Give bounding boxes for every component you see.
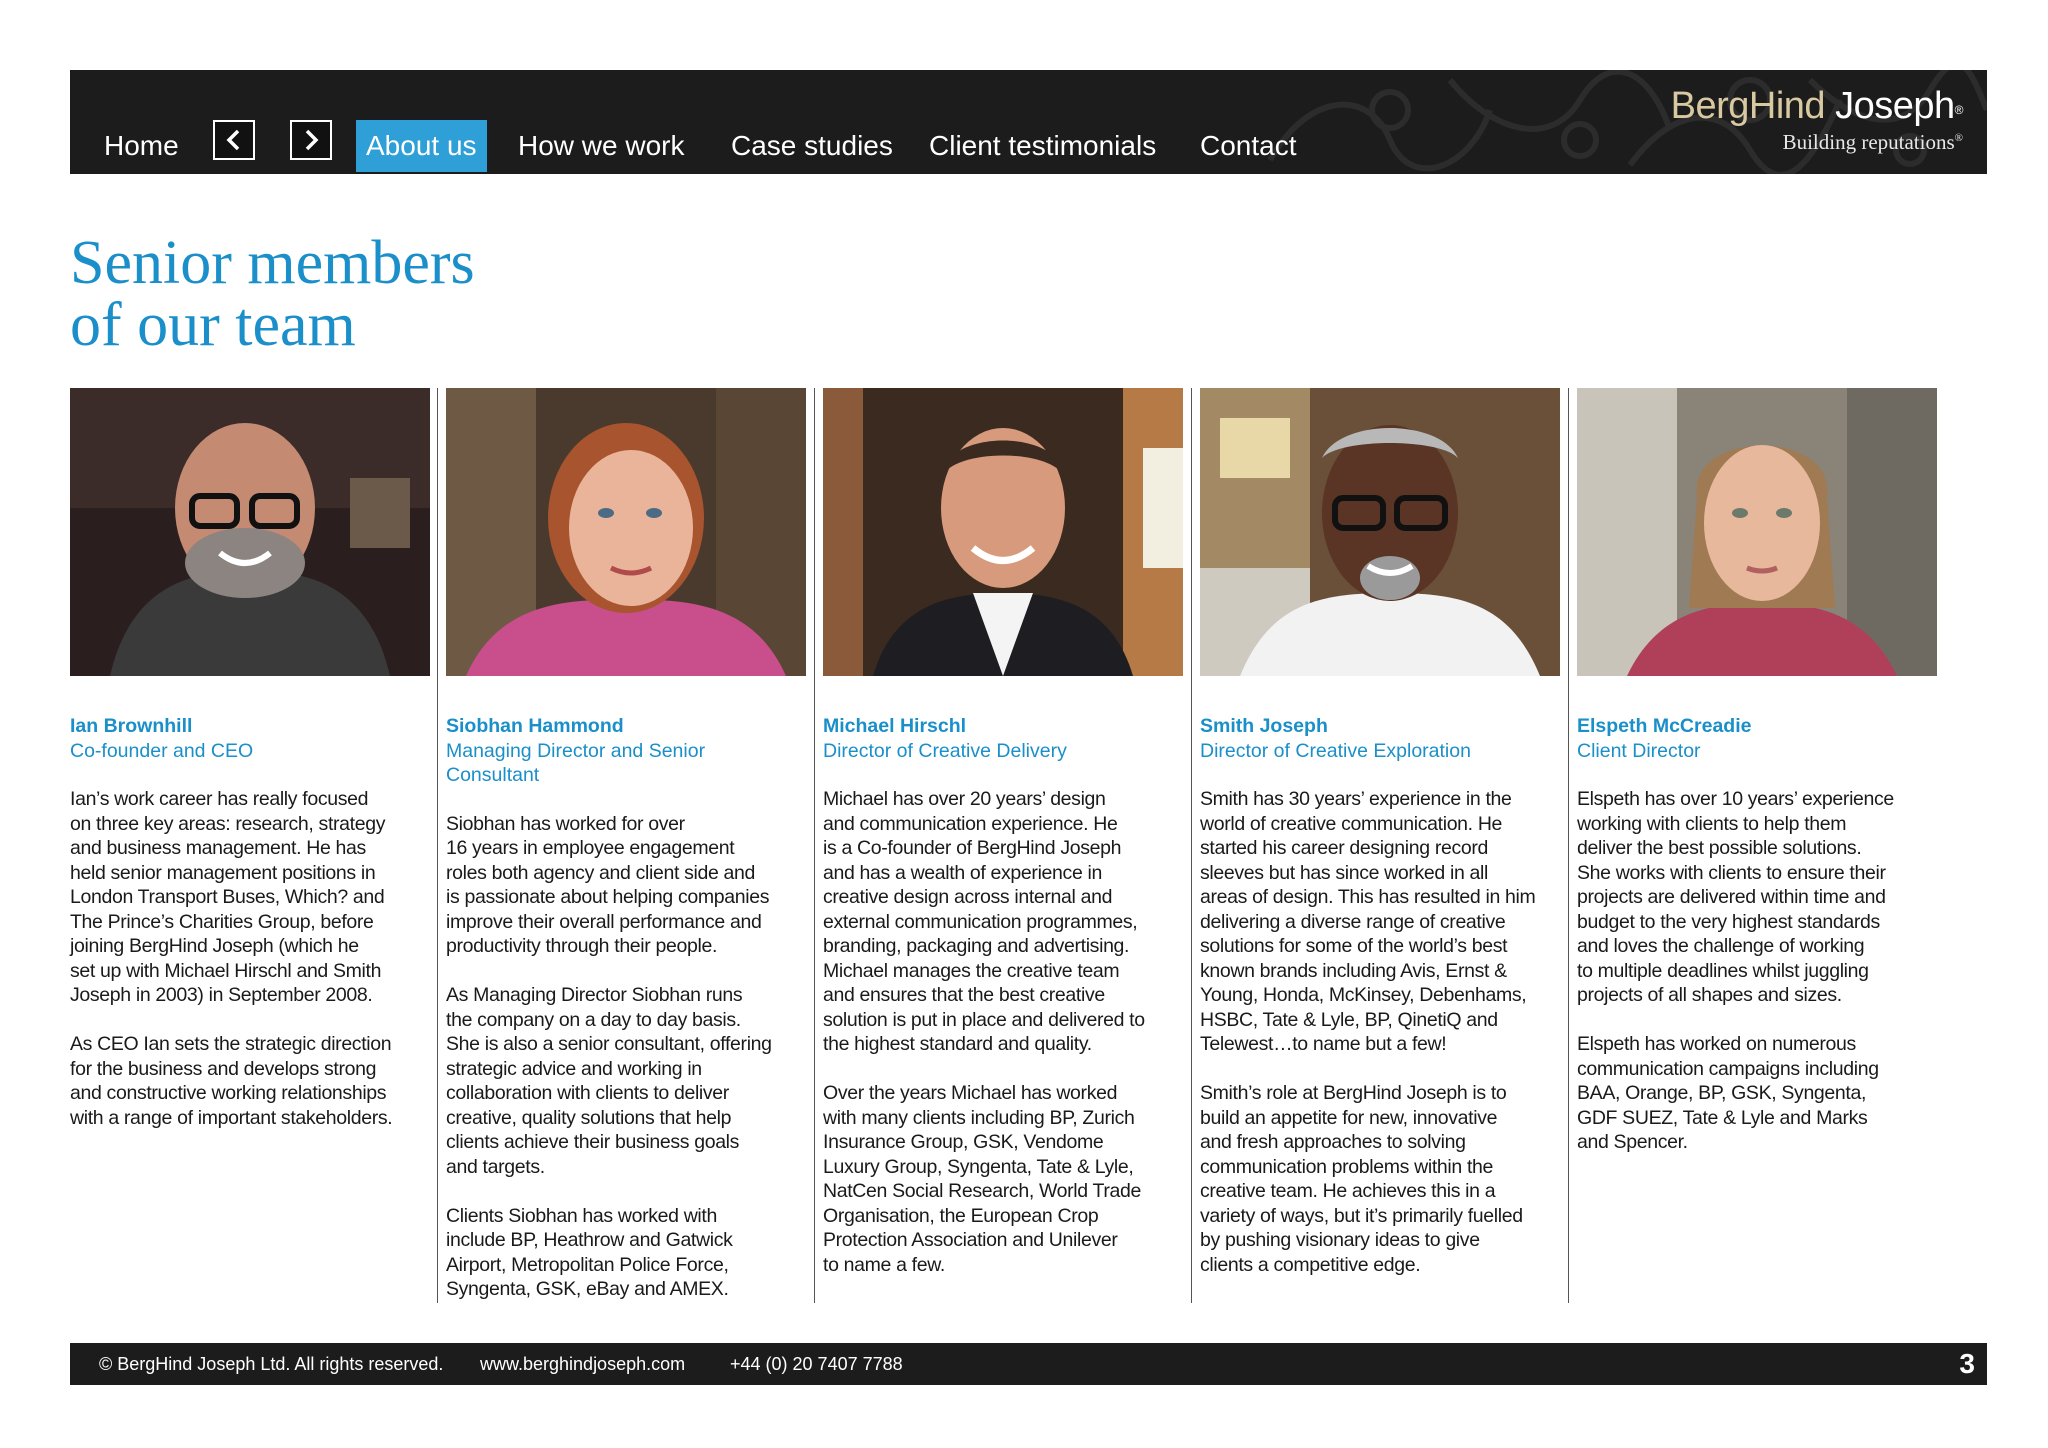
member-bio: Elspeth has over 10 years’ experience working with clients to help them deliver the best possible solutions. She works with clients to ensure their projects are delivered within time and budget to the very highest standards and loves the challenge of working to multiple deadlines whilst juggling projects of all shapes and sizes. Elspeth has worked on numerous communication campaigns including BAA, Orange, BP, GSK, Syngenta, GDF SUEZ, Tate & Lyle and Marks and Spencer. (1577, 788, 1894, 1153)
page-number: 3 (1959, 1348, 1975, 1379)
member-name: Smith Joseph (1200, 715, 1328, 737)
team-member-card (1200, 388, 1562, 1302)
page-title: Senior members of our team (70, 229, 475, 359)
footer-website-link[interactable]: www.berghindjoseph.com (480, 1354, 686, 1374)
team-member-card (70, 388, 432, 1155)
nav-how-we-work[interactable]: How we work (518, 130, 685, 161)
nav-prev-button[interactable] (213, 120, 255, 160)
footer-bar (70, 1343, 1987, 1385)
member-photo (823, 388, 1183, 676)
member-role: Managing Director and Senior Consultant (446, 739, 706, 786)
footer-phone: +44 (0) 20 7407 7788 (730, 1354, 903, 1374)
column-divider (1191, 388, 1192, 1303)
column-divider (1568, 388, 1569, 1303)
member-name: Siobhan Hammond (446, 715, 624, 737)
team-member-card (446, 388, 808, 1326)
brand-tagline: Building reputations® (1782, 130, 1963, 154)
member-role: Director of Creative Exploration (1200, 739, 1471, 762)
member-photo (70, 388, 430, 676)
member-bio: Smith has 30 years’ experience in the world of creative communication. He started his career designing record sleeves but has since worked in all areas of design. This has resulted in him delivering a diverse range of creative solutions for some of the world’s best known brands including Avis, Ernst & Young, Honda, McKinsey, Debenhams, HSBC, Tate & Lyle, BP, QinetiQ and Telewest…to name but a few! Smith’s role at BergHind Joseph is to build an appetite for new, innovative and fresh approaches to solving communication problems within the creative team. He achieves this in a variety of ways, but it’s primarily fuelled by pushing visionary ideas to give clients a competitive edge. (1200, 788, 1536, 1276)
brand-name: BergHind Joseph® (1670, 85, 1963, 127)
nav-case-studies[interactable]: Case studies (731, 130, 893, 161)
member-photo (1200, 388, 1560, 676)
nav-client-testimonials[interactable]: Client testimonials (929, 130, 1157, 161)
member-photo (1577, 388, 1937, 676)
member-bio: Siobhan has worked for over 16 years in employee engagement roles both agency and client side and is passionate about helping companies improve their overall performance and productivity through their people. As Managing Director Siobhan runs the company on a day to day basis. She is also a senior consultant, offering strategic advice and working in collaboration with clients to deliver creative, quality solutions that help clients achieve their business goals and targets. Clients Siobhan has worked with include BP, Heathrow and Gatwick Airport, Metropolitan Police Force, Syngenta, GSK, eBay and AMEX. (446, 812, 772, 1300)
nav-contact[interactable]: Contact (1200, 130, 1297, 161)
member-name: Elspeth McCreadie (1577, 715, 1752, 737)
chevron-right-icon (301, 128, 321, 152)
member-photo (446, 388, 806, 676)
column-divider (814, 388, 815, 1303)
column-divider (437, 388, 438, 1303)
member-role: Client Director (1577, 739, 1701, 762)
member-role: Director of Creative Delivery (823, 739, 1067, 762)
member-bio: Michael has over 20 years’ design and communication experience. He is a Co-founder of BergHind Joseph and has a wealth of experience in creative design across internal and external communication programmes, branding, packaging and advertising. Michael manages the creative team and ensures that the best creative solution is put in place and delivered to the highest standard and quality. Over the years Michael has worked with many clients including BP, Zurich Insurance Group, GSK, Vendome Luxury Group, Syngenta, Tate & Lyle, NatCen Social Research, World Trade Organisation, the European Crop Protection Association and Unilever to name a few. (823, 788, 1145, 1276)
chevron-left-icon (224, 128, 244, 152)
nav-home[interactable]: Home (104, 130, 179, 161)
member-name: Michael Hirschl (823, 715, 967, 737)
member-role: Co-founder and CEO (70, 739, 254, 762)
nav-about-us[interactable]: About us (356, 120, 487, 172)
team-member-card (1577, 388, 1939, 1179)
member-bio: Ian’s work career has really focused on three key areas: research, strategy and business management. He has held senior management positions in London Transport Buses, Which? and The Prince’s Charities Group, before joining BergHind Joseph (which he set up with Michael Hirschl and Smith Joseph in 2003) in September 2008. As CEO Ian sets the strategic direction for the business and develops strong and constructive working relationships with a range of important stakeholders. (70, 788, 393, 1129)
member-name: Ian Brownhill (70, 715, 193, 737)
footer-copyright: © BergHind Joseph Ltd. All rights reserved. (99, 1354, 444, 1374)
brand-logo[interactable] (1671, 84, 1963, 155)
top-navigation-bar (70, 70, 1987, 174)
team-member-card (823, 388, 1185, 1302)
nav-next-button[interactable] (290, 120, 332, 160)
